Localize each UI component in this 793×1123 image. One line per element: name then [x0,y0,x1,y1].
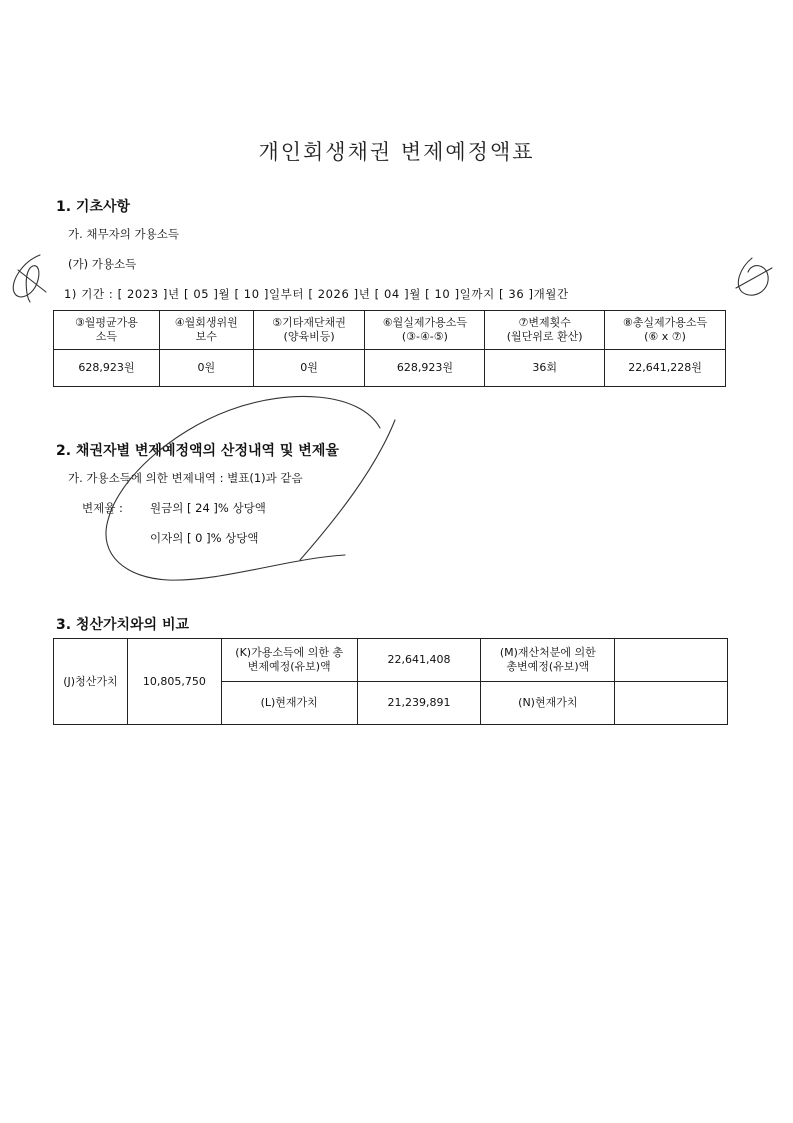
k-label-cell [221,639,357,682]
n-value-cell [615,682,728,725]
period-text: 1) 기간 : [ 2023 ]년 [ 05 ]월 [ 10 ]일부터 [ 2026 ]년 [ 04 ]월 [ 10 ]일까지 [ 36 ]개월간 [64,287,569,301]
m-label-line2: 총변예정(유보)액 [506,660,590,673]
header-cell [54,311,160,350]
l-value-cell: 21,239,891 [357,682,481,725]
value-cell: 0원 [253,350,365,387]
value-cell: 36회 [485,350,605,387]
right-signature-mark [736,258,772,295]
section1-heading: 1. 기초사항 [56,199,131,215]
interest-rate: 이자의 [ 0 ]% 상당액 [150,531,259,545]
page-title: 개인회생채권 변제예정액표 [258,140,535,164]
m-label-line1: (M)재산처분에 의한 [499,646,596,659]
header-line2: 보수 [195,330,217,343]
income-table-value-row [54,350,726,387]
j-value-cell: 10,805,750 [127,639,221,725]
header-cell [159,311,253,350]
section2-loop-mark [106,396,395,580]
header-cell [253,311,365,350]
section1-sub-paren: (가) 가용소득 [68,257,137,271]
header-cell [485,311,605,350]
header-line1: ⑤기타재단채권 [272,316,346,329]
section1-sub-ga: 가. 채무자의 가용소득 [68,227,179,241]
m-value-cell [615,639,728,682]
header-cell [605,311,726,350]
header-line1: ⑦변제횟수 [518,316,571,329]
k-label-line1: (K)가용소득에 의한 총 [235,646,344,659]
value-cell: 22,641,228원 [605,350,726,387]
principal-rate: 원금의 [ 24 ]% 상당액 [150,501,266,515]
header-line2: (양육비등) [283,330,335,343]
header-cell [365,311,485,350]
left-signature-mark [13,255,46,302]
value-cell: 628,923원 [365,350,485,387]
j-label-cell: (J)청산가치 [54,639,128,725]
m-label-cell [481,639,615,682]
section2-heading: 2. 채권자별 변제예정액의 산정내역 및 변제율 [56,443,339,459]
k-value-cell: 22,641,408 [357,639,481,682]
rate-label: 변제율 : [82,501,123,515]
value-cell: 628,923원 [54,350,160,387]
income-table [53,310,726,387]
header-line2: 소득 [95,330,118,343]
income-table-header-row [54,311,726,350]
liquidation-table [53,638,728,725]
l-label-cell: (L)현재가치 [221,682,357,725]
n-label-cell: (N)현재가치 [481,682,615,725]
header-line2: (⑥ x ⑦) [644,330,686,343]
header-line1: ⑧총실제가용소득 [622,316,708,329]
section3-heading: 3. 청산가치와의 비교 [56,617,189,633]
header-line2: (③-④-⑤) [401,330,448,343]
section2-sub-ga: 가. 가용소득에 의한 변제내역 : 별표(1)과 같음 [68,471,303,485]
liquidation-row-1 [54,639,728,682]
header-line1: ③월평균가용 [74,316,138,329]
k-label-line2: 변제예정(유보)액 [247,660,331,673]
header-line1: ⑥월실제가용소득 [382,316,468,329]
header-line2: (월단위로 환산) [506,330,583,343]
header-line1: ④월회생위원 [174,316,238,329]
value-cell: 0원 [159,350,253,387]
